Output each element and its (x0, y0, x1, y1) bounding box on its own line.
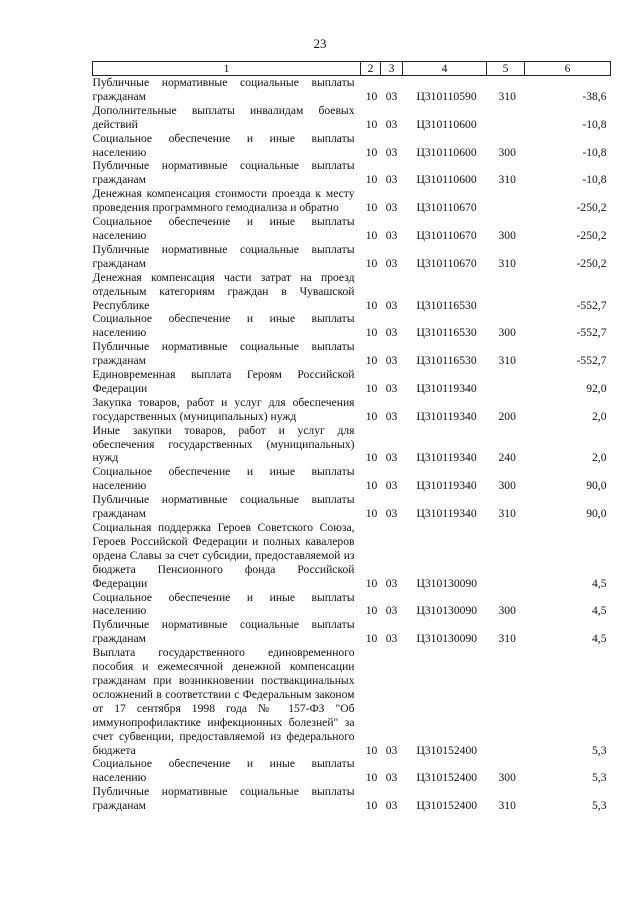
row-subsection: 03 (385, 298, 398, 312)
row-section: 10 (365, 354, 378, 368)
row-section: 10 (365, 381, 378, 395)
row-subsection: 03 (385, 381, 398, 395)
row-description: Единовременная выплата Героям Российской Федерации (92, 368, 355, 395)
row-amount: -10,8 (582, 173, 607, 187)
table-row (93, 159, 611, 187)
row-expense-type (487, 368, 525, 396)
row-amount: -10,8 (582, 145, 607, 159)
row-target-article: Ц310152400 (416, 743, 478, 757)
row-subsection: 03 (385, 117, 398, 131)
header-cell-6: 6 (525, 62, 611, 76)
row-description: Социальная поддержка Героев Советского Союза, Героев Российской Федерации и полных кавалеров ордена Славы за счет субсидии, предоставляемой из бюджета Пенсионного фонда Российской Федерации (92, 521, 355, 590)
row-expense-type: 300 (498, 604, 516, 618)
row-subsection: 03 (385, 256, 398, 270)
row-section: 10 (365, 145, 378, 159)
table-row (93, 493, 611, 521)
row-target-article: Ц310110600 (416, 173, 477, 187)
row-subsection: 03 (385, 799, 398, 813)
row-section: 10 (365, 576, 378, 590)
row-target-article: Ц310130090 (416, 576, 478, 590)
row-description: Социальное обеспечение и иные выплаты населению (92, 131, 355, 159)
row-amount: -552,7 (576, 354, 607, 368)
row-section: 10 (365, 117, 378, 131)
row-section: 10 (365, 604, 378, 618)
row-expense-type (487, 271, 525, 313)
row-description: Денежная компенсация стоимости проезда к месту проведения программного гемодиализа и обратно (92, 187, 355, 215)
row-subsection: 03 (385, 409, 398, 423)
row-section: 10 (365, 451, 378, 465)
row-expense-type: 300 (498, 228, 516, 242)
row-subsection: 03 (385, 604, 398, 618)
row-target-article: Ц310152400 (416, 771, 478, 785)
row-amount: -552,7 (576, 326, 607, 340)
header-cell-4: 4 (403, 62, 487, 76)
row-target-article: Ц310110600 (416, 145, 477, 159)
row-section: 10 (365, 479, 378, 493)
table-body (93, 76, 611, 814)
row-description: Публичные нормативные социальные выплаты гражданам (92, 76, 355, 103)
table-row (93, 215, 611, 243)
row-section: 10 (365, 743, 378, 757)
table-row (93, 591, 611, 619)
row-section: 10 (365, 201, 378, 215)
row-expense-type: 200 (498, 409, 516, 423)
row-amount: 4,5 (592, 604, 607, 618)
row-amount: -10,8 (582, 117, 607, 131)
row-subsection: 03 (385, 201, 398, 215)
row-section: 10 (365, 89, 378, 103)
row-amount: 4,5 (592, 632, 607, 646)
row-section: 10 (365, 228, 378, 242)
row-subsection: 03 (385, 743, 398, 757)
row-description: Социальное обеспечение и иные выплаты населению (92, 590, 355, 618)
row-description: Дополнительные выплаты инвалидам боевых действий (92, 103, 355, 131)
row-expense-type: 310 (498, 799, 516, 813)
row-target-article: Ц310130090 (416, 632, 478, 646)
row-target-article: Ц310116530 (416, 326, 477, 340)
row-subsection: 03 (385, 228, 398, 242)
row-section: 10 (365, 799, 378, 813)
row-amount: 90,0 (586, 507, 607, 521)
row-target-article: Ц310110670 (416, 201, 477, 215)
row-amount: -552,7 (576, 298, 607, 312)
table-row (93, 187, 611, 215)
table-row (93, 424, 611, 466)
row-expense-type: 310 (498, 173, 516, 187)
row-amount: 5,3 (592, 799, 607, 813)
row-description: Выплата государственного единовременного пособия и ежемесячной денежной компенсации гражданам при возникновении поствакцинальных осложнений в соответствии с Федеральным законом от 17 сентября 1998 года № 157-ФЗ "Об иммунопрофилактике инфекционных болезней" за счет субвенции, предоставляемой из федерального бюджета (92, 646, 355, 757)
row-subsection: 03 (385, 507, 398, 521)
row-amount: -250,2 (576, 256, 607, 270)
row-expense-type: 310 (498, 507, 516, 521)
row-target-article: Ц310152400 (416, 799, 478, 813)
table-row (93, 757, 611, 785)
row-description: Публичные нормативные социальные выплаты гражданам (92, 340, 355, 368)
row-amount: 92,0 (586, 381, 607, 395)
row-subsection: 03 (385, 354, 398, 368)
row-description: Социальное обеспечение и иные выплаты населению (92, 757, 355, 785)
row-description: Публичные нормативные социальные выплаты гражданам (92, 785, 355, 813)
budget-table (92, 61, 611, 813)
row-target-article: Ц310119340 (416, 507, 477, 521)
row-subsection: 03 (385, 451, 398, 465)
row-description: Закупка товаров, работ и услуг для обеспечения государственных (муниципальных) нужд (92, 395, 355, 423)
row-description: Публичные нормативные социальные выплаты гражданам (92, 242, 355, 270)
row-description: Денежная компенсация части затрат на проезд отдельным категориям граждан в Чувашской Республике (92, 270, 355, 312)
table-row (93, 340, 611, 368)
row-section: 10 (365, 173, 378, 187)
row-section: 10 (365, 632, 378, 646)
table-row (93, 618, 611, 646)
row-target-article: Ц310110590 (416, 89, 477, 103)
row-subsection: 03 (385, 771, 398, 785)
row-target-article: Ц310116530 (416, 354, 477, 368)
table-row (93, 465, 611, 493)
row-section: 10 (365, 409, 378, 423)
table-row (93, 646, 611, 757)
page-number: 23 (313, 36, 327, 51)
row-description: Публичные нормативные социальные выплаты гражданам (92, 618, 355, 646)
row-amount: 5,3 (592, 771, 607, 785)
row-subsection: 03 (385, 479, 398, 493)
table-row (93, 312, 611, 340)
row-subsection: 03 (385, 632, 398, 646)
row-description: Социальное обеспечение и иные выплаты населению (92, 215, 355, 242)
table-row (93, 396, 611, 424)
row-amount: 90,0 (586, 479, 607, 493)
table-row (93, 271, 611, 313)
row-expense-type: 300 (498, 326, 516, 340)
row-expense-type: 240 (498, 451, 516, 465)
row-target-article: Ц310119340 (416, 409, 477, 423)
row-target-article: Ц310110670 (416, 256, 477, 270)
row-expense-type (487, 187, 525, 215)
table-row (93, 785, 611, 813)
row-target-article: Ц310119340 (416, 479, 477, 493)
row-expense-type: 300 (498, 145, 516, 159)
row-subsection: 03 (385, 145, 398, 159)
row-description: Социальное обеспечение и иные выплаты населению (92, 312, 355, 340)
row-section: 10 (365, 326, 378, 340)
row-subsection: 03 (385, 173, 398, 187)
row-amount: 2,0 (592, 409, 607, 423)
row-expense-type: 300 (498, 479, 516, 493)
table-row (93, 368, 611, 396)
row-expense-type: 310 (498, 89, 516, 103)
row-section: 10 (365, 298, 378, 312)
row-description: Публичные нормативные социальные выплаты гражданам (92, 493, 355, 521)
row-section: 10 (365, 771, 378, 785)
header-cell-2: 2 (361, 62, 381, 76)
row-section: 10 (365, 256, 378, 270)
header-cell-3: 3 (381, 62, 403, 76)
row-description: Иные закупки товаров, работ и услуг для обеспечения государственных (муниципальных) нужд (92, 423, 355, 465)
row-expense-type: 310 (498, 632, 516, 646)
row-subsection: 03 (385, 576, 398, 590)
row-expense-type: 300 (498, 771, 516, 785)
header-cell-1: 1 (93, 62, 361, 76)
row-description: Публичные нормативные социальные выплаты гражданам (92, 159, 355, 187)
row-target-article: Ц310130090 (416, 604, 478, 618)
row-description: Социальное обеспечение и иные выплаты населению (92, 465, 355, 493)
row-subsection: 03 (385, 326, 398, 340)
table-row (93, 132, 611, 160)
table-row (93, 76, 611, 104)
row-expense-type (487, 521, 525, 591)
row-amount: -38,6 (582, 89, 607, 103)
row-amount: -250,2 (576, 201, 607, 215)
row-expense-type (487, 646, 525, 757)
row-target-article: Ц310110670 (416, 228, 477, 242)
header-row (93, 62, 611, 76)
table-row (93, 243, 611, 271)
row-target-article: Ц310110600 (416, 117, 477, 131)
row-amount: 4,5 (592, 576, 607, 590)
table-row (93, 521, 611, 591)
row-expense-type (487, 104, 525, 132)
row-subsection: 03 (385, 89, 398, 103)
row-target-article: Ц310119340 (416, 381, 477, 395)
row-amount: -250,2 (576, 228, 607, 242)
row-expense-type: 310 (498, 256, 516, 270)
row-expense-type: 310 (498, 354, 516, 368)
row-target-article: Ц310116530 (416, 298, 477, 312)
table-row (93, 104, 611, 132)
header-cell-5: 5 (487, 62, 525, 76)
row-section: 10 (365, 507, 378, 521)
row-target-article: Ц310119340 (416, 451, 477, 465)
row-amount: 5,3 (592, 743, 607, 757)
row-amount: 2,0 (592, 451, 607, 465)
